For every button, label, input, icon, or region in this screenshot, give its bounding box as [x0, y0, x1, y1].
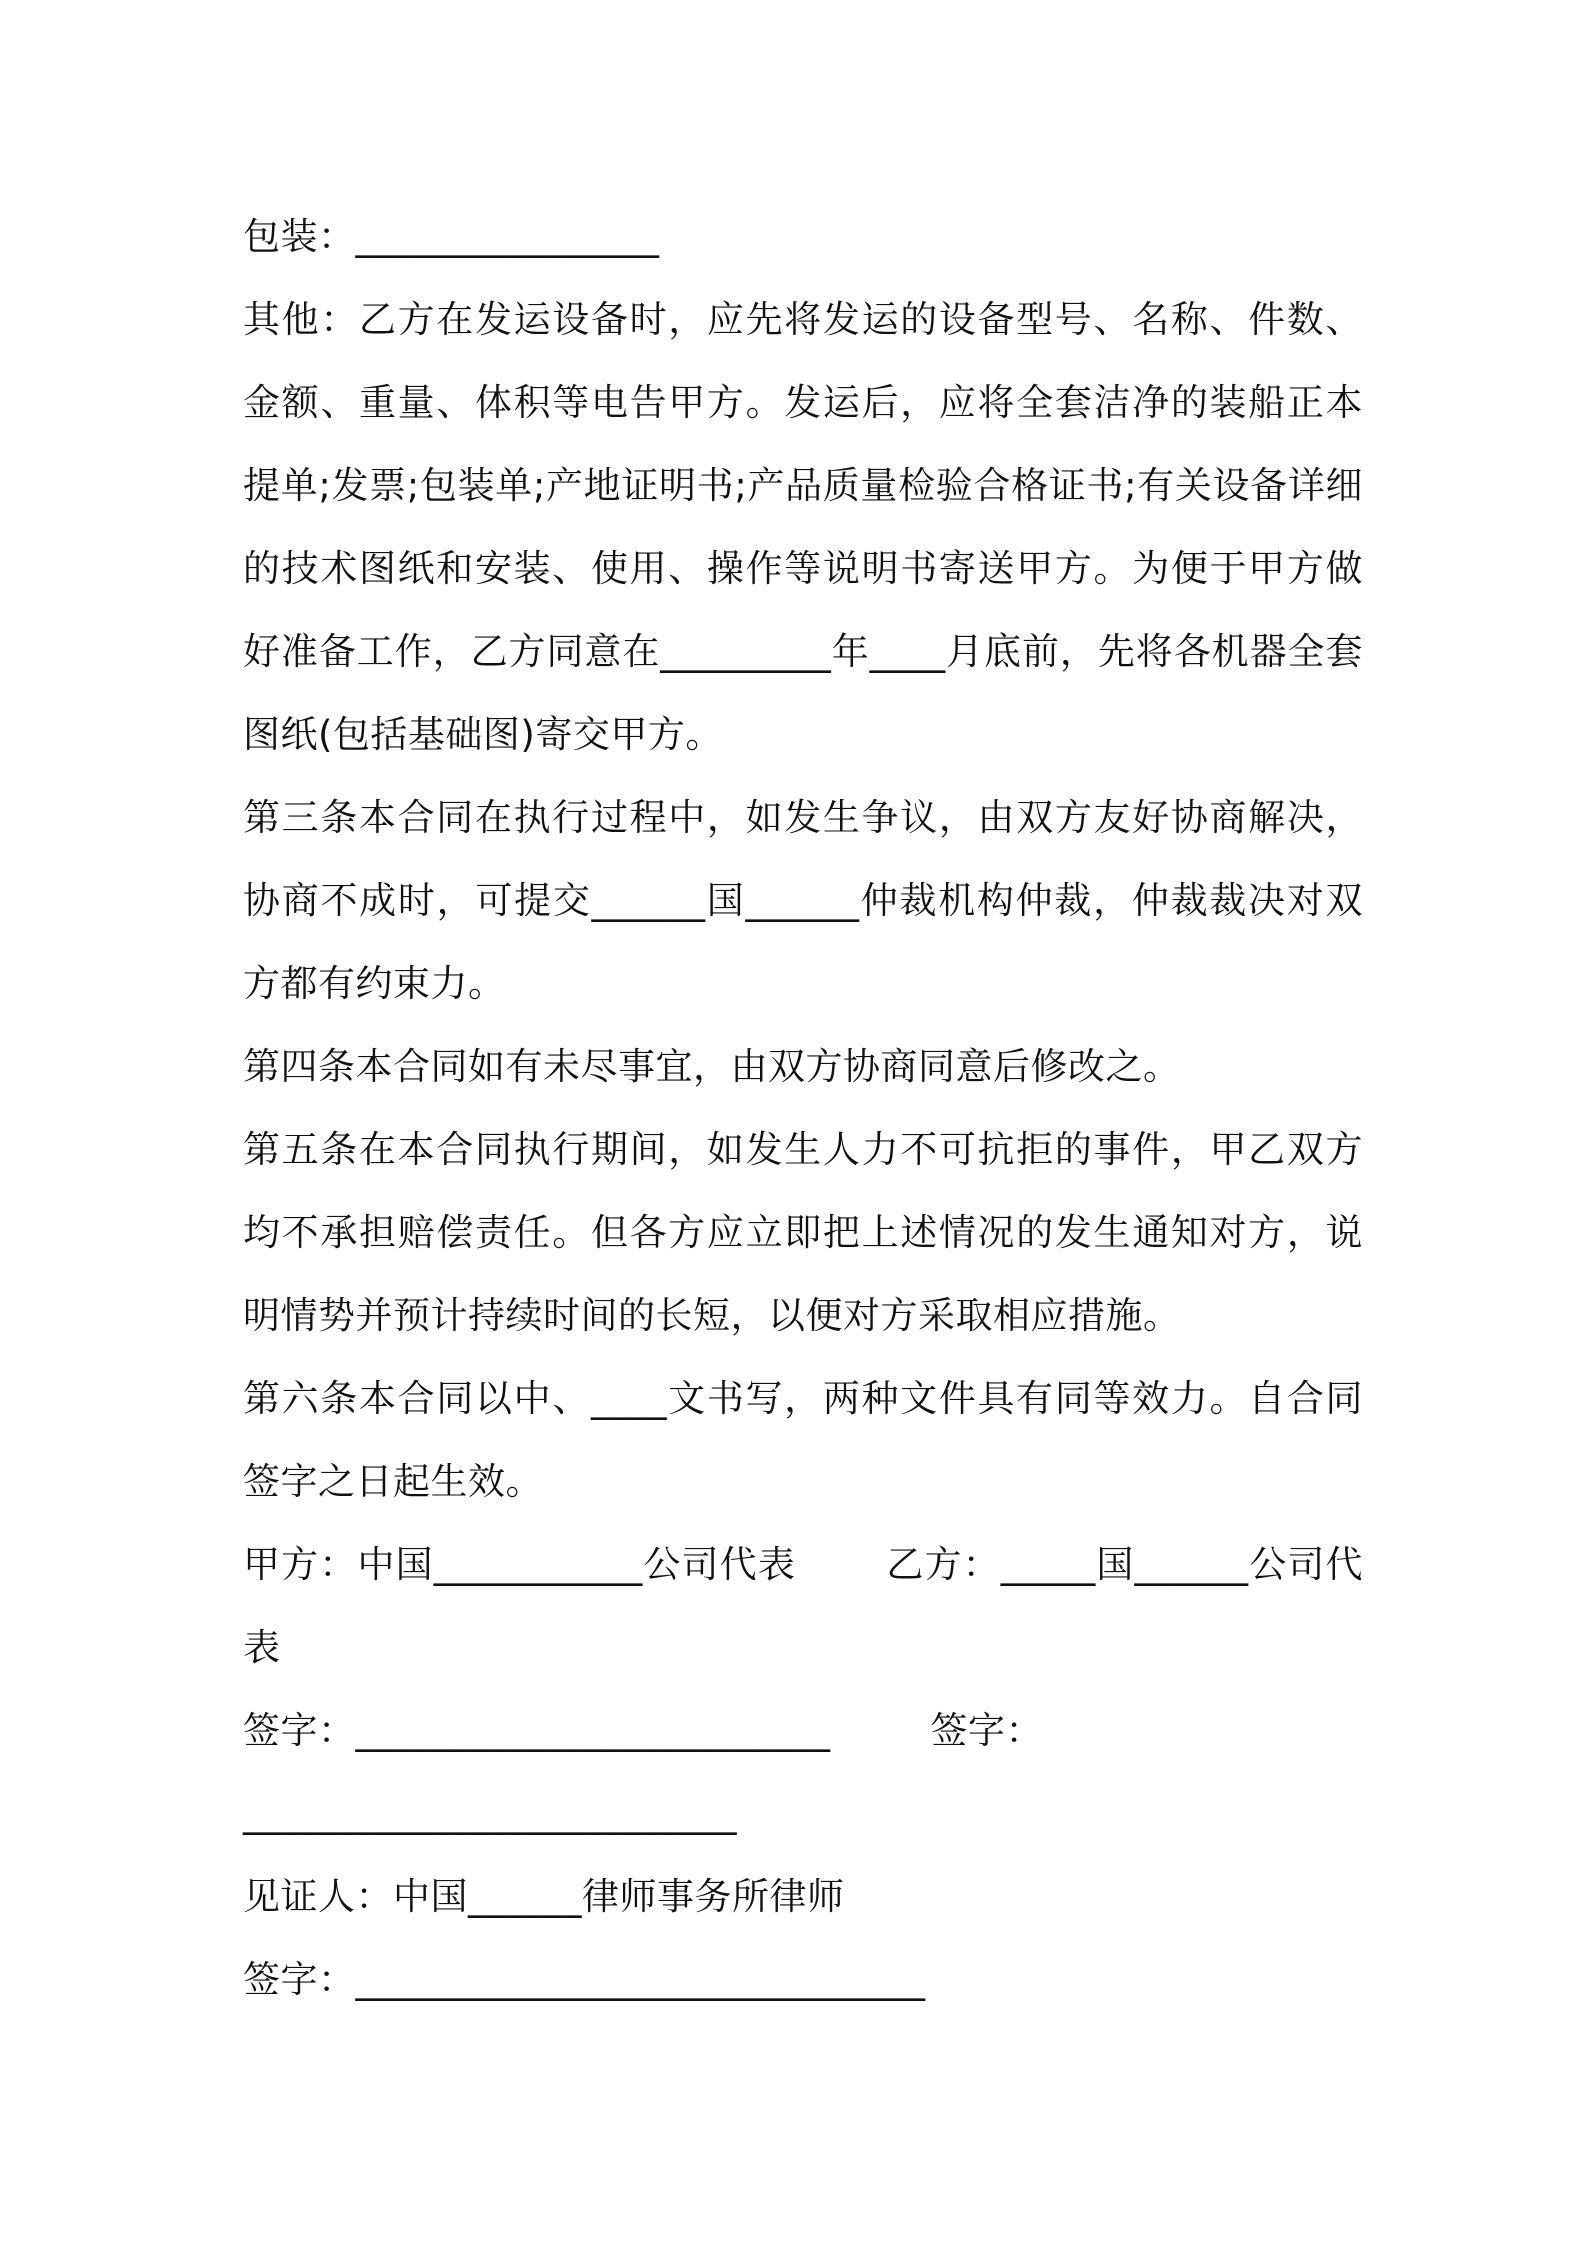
article-4: 第四条本合同如有未尽事宜，由双方协商同意后修改之。: [243, 1045, 1181, 1088]
party-a-signature: 签字：_________________________: [243, 1709, 831, 1752]
party-b-representative: 乙方：_____国______公司代表: [243, 1543, 1363, 1669]
contract-text: [243, 195, 1363, 2021]
party-b-signature: 签字：: [930, 1709, 1043, 1752]
article-3: 第三条本合同在执行过程中，如发生争议，由双方友好协商解决，协商不成时，可提交______国______仲裁机构仲裁，仲裁裁决对双方都有约束力。: [243, 796, 1363, 1005]
party-a-representative: 甲方：中国___________公司代表: [243, 1543, 796, 1586]
witness-signature: 签字：______________________________: [243, 1958, 926, 2001]
party-b-signature-line: __________________________: [243, 1792, 737, 1835]
witness-line: 见证人：中国______律师事务所律师: [243, 1875, 845, 1918]
article-6: 第六条本合同以中、____文书写，两种文件具有同等效力。自合同签字之日起生效。: [243, 1377, 1363, 1503]
packaging-line: 包装：________________: [243, 215, 660, 258]
parties-line: [243, 1523, 1363, 1689]
other-clause: 其他：乙方在发运设备时，应先将发运的设备型号、名称、件数、金额、重量、体积等电告甲方。发运后，应将全套洁净的装船正本提单;发票;包装单;产地证明书;产品质量检验合格证书;有关设备详细的技术图纸和安装、使用、操作等说明书寄送甲方。为便于甲方做好准备工作，乙方同意在_________年____月底前，先将各机器全套图纸(包括基础图)寄交甲方。: [243, 298, 1363, 756]
article-5: 第五条在本合同执行期间，如发生人力不可抗拒的事件，甲乙双方均不承担赔偿责任。但各方应立即把上述情况的发生通知对方，说明情势并预计持续时间的长短，以便对方采取相应措施。: [243, 1128, 1363, 1337]
signature-row: [243, 1689, 1363, 1772]
